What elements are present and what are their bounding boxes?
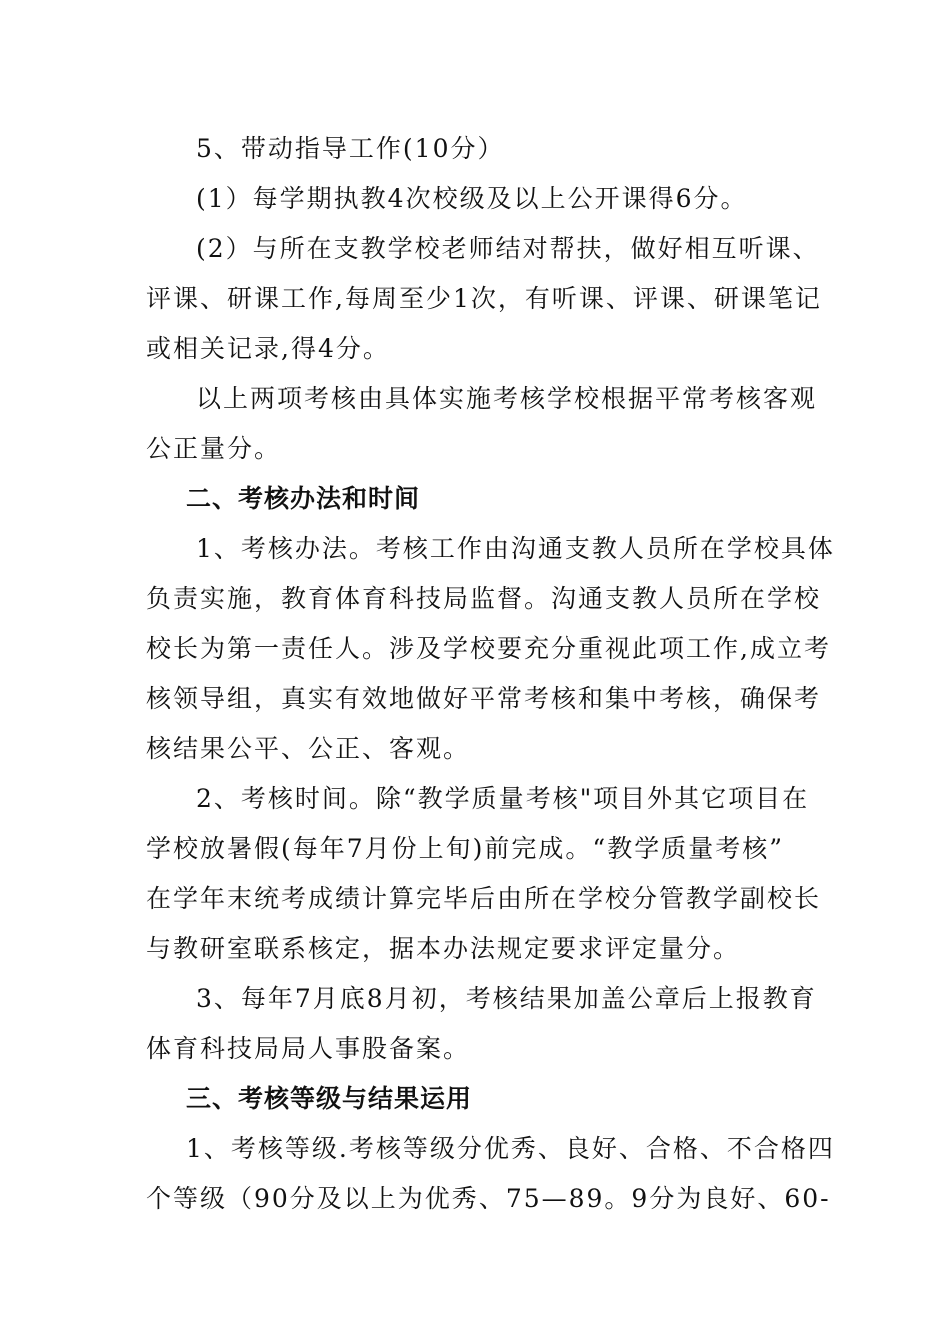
paragraph-line: 1、考核办法。考核工作由沟通支教人员所在学校具体 [196,534,835,563]
paragraph-line: 负责实施，教育体育科技局监督。沟通支教人员所在学校 [146,584,822,613]
paragraph-line: 2、考核时间。除“教学质量考核"项目外其它项目在 [196,784,810,813]
paragraph-line: 公正量分。 [146,434,282,463]
paragraph-line: 1、考核等级.考核等级分优秀、良好、合格、不合格四 [186,1134,835,1163]
paragraph-line: 核领导组，真实有效地做好平常考核和集中考核，确保考 [146,684,822,713]
paragraph-line: 个等级（90分及以上为优秀、75—89。9分为良好、60- [146,1184,831,1213]
paragraph-line: 5、带动指导工作(10分） [196,134,505,163]
paragraph-line: 体育科技局局人事股备案。 [146,1034,471,1063]
paragraph-line: (2）与所在支教学校老师结对帮扶，做好相互听课、 [196,234,820,263]
paragraph-line: 以上两项考核由具体实施考核学校根据平常考核客观 [196,384,818,413]
paragraph-line: (1）每学期执教4次校级及以上公开课得6分。 [196,184,748,213]
section-heading: 三、考核等级与结果运用 [186,1084,473,1113]
paragraph-line: 核结果公平、公正、客观。 [146,734,471,763]
paragraph-line: 与教研室联系核定，据本办法规定要求评定量分。 [146,934,741,963]
paragraph-line: 在学年末统考成绩计算完毕后由所在学校分管教学副校长 [146,884,822,913]
paragraph-line: 学校放暑假(每年7月份上旬)前完成。“教学质量考核” [146,834,784,863]
paragraph-line: 或相关记录,得4分。 [146,334,390,363]
paragraph-line: 校长为第一责任人。涉及学校要充分重视此项工作,成立考 [146,634,831,663]
section-heading: 二、考核办法和时间 [186,484,421,513]
paragraph-line: 评课、研课工作,每周至少1次，有听课、评课、研课笔记 [146,284,822,313]
paragraph-line: 3、每年7月底8月初，考核结果加盖公章后上报教育 [196,984,817,1013]
